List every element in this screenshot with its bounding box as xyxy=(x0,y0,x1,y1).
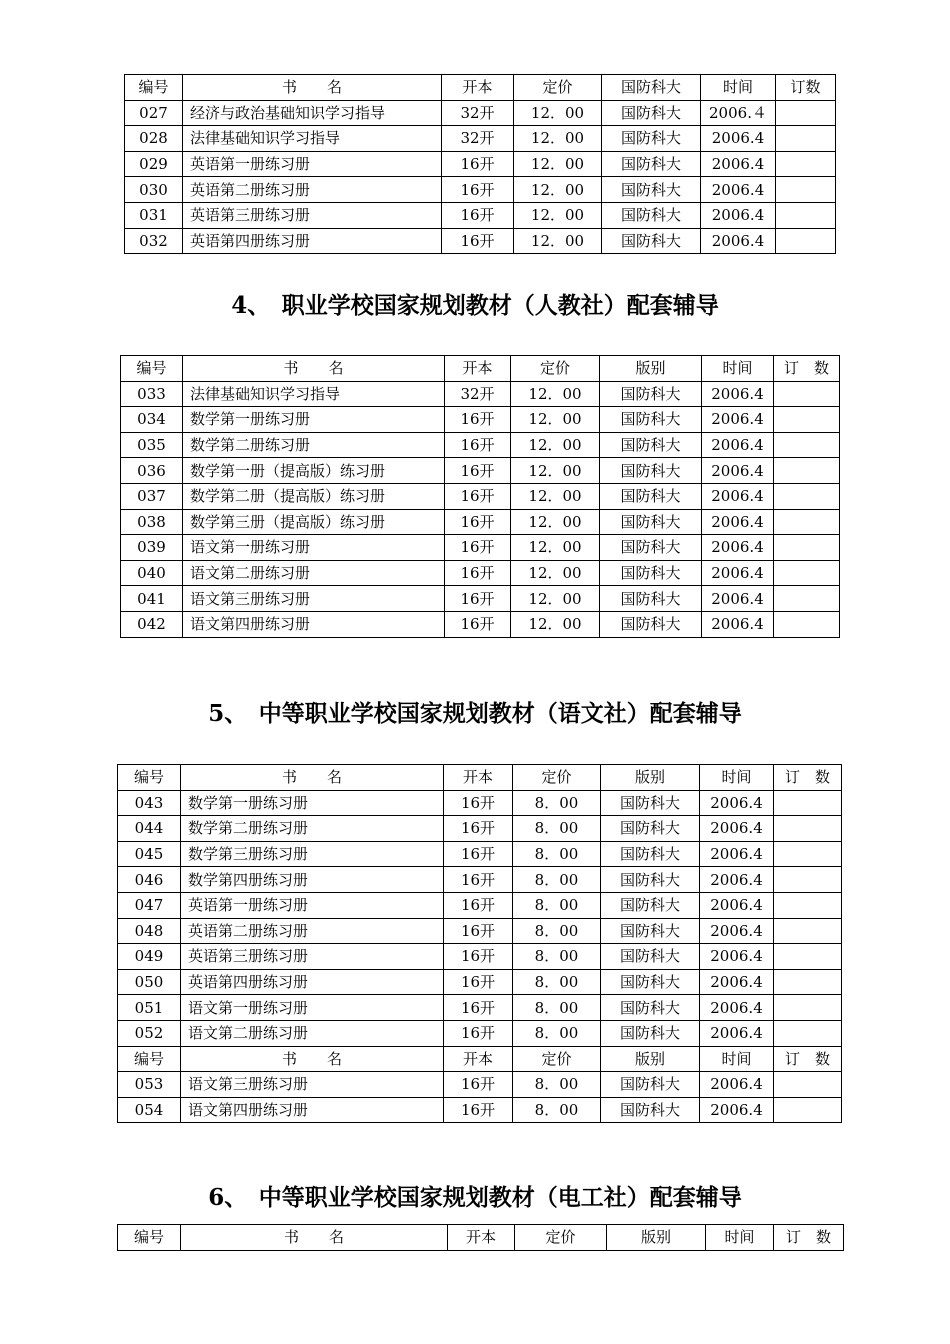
book-title: 英语第一册练习册 xyxy=(183,151,442,177)
header-cell: 版别 xyxy=(601,765,700,791)
section-title-4: 4、 职业学校国家规划教材（人教社）配套辅导 xyxy=(231,292,719,319)
book-publisher: 国防科大 xyxy=(601,790,700,816)
book-date: 2006.4 xyxy=(700,995,774,1021)
header-cell: 定价 xyxy=(513,1046,601,1072)
header-cell: 国防科大 xyxy=(602,75,701,101)
book-date: 2006.4 xyxy=(700,790,774,816)
book-id: 029 xyxy=(125,151,183,177)
table-row xyxy=(121,432,840,458)
book-date: 2006.4 xyxy=(700,944,774,970)
header-cell: 时间 xyxy=(702,356,774,382)
book-price: 8．00 xyxy=(513,1097,601,1123)
book-publisher: 国防科大 xyxy=(601,995,700,1021)
order-qty[interactable] xyxy=(774,381,840,407)
book-date: 2006.4 xyxy=(700,816,774,842)
order-qty[interactable] xyxy=(774,509,840,535)
book-id: 031 xyxy=(125,202,183,228)
book-date: 2006.4 xyxy=(701,177,776,203)
table-row xyxy=(121,458,840,484)
book-id: 035 xyxy=(121,432,183,458)
table-row xyxy=(118,918,842,944)
order-qty[interactable] xyxy=(774,432,840,458)
book-format: 16开 xyxy=(442,202,514,228)
book-format: 16开 xyxy=(444,892,513,918)
book-title: 数学第二册（提高版）练习册 xyxy=(183,483,445,509)
book-publisher: 国防科大 xyxy=(600,560,702,586)
header-cell: 书 名 xyxy=(181,1225,448,1251)
order-qty[interactable] xyxy=(774,407,840,433)
header-cell: 编号 xyxy=(125,75,183,101)
book-price: 12．00 xyxy=(514,151,602,177)
book-id: 049 xyxy=(118,944,181,970)
table-row xyxy=(118,867,842,893)
book-date: 2006.4 xyxy=(700,841,774,867)
book-format: 16开 xyxy=(445,586,511,612)
book-date: 2006.4 xyxy=(700,1072,774,1098)
book-price: 8．00 xyxy=(513,790,601,816)
book-date: 2006.４ xyxy=(701,100,776,126)
order-qty[interactable] xyxy=(776,100,836,126)
book-publisher: 国防科大 xyxy=(600,509,702,535)
table-row xyxy=(125,228,836,254)
header-cell: 开本 xyxy=(444,1046,513,1072)
book-format: 16开 xyxy=(444,969,513,995)
book-id: 027 xyxy=(125,100,183,126)
book-price: 12．00 xyxy=(511,458,600,484)
book-title: 数学第三册练习册 xyxy=(181,841,444,867)
book-publisher: 国防科大 xyxy=(601,841,700,867)
book-title: 数学第三册（提高版）练习册 xyxy=(183,509,445,535)
table-row xyxy=(118,1097,842,1123)
book-title: 英语第三册练习册 xyxy=(181,944,444,970)
book-id: 037 xyxy=(121,483,183,509)
book-date: 2006.4 xyxy=(702,586,774,612)
book-date: 2006.4 xyxy=(701,151,776,177)
table-header-row xyxy=(125,75,836,101)
book-price: 8．00 xyxy=(513,969,601,995)
table-header-row xyxy=(118,765,842,791)
order-qty[interactable] xyxy=(776,228,836,254)
book-format: 16开 xyxy=(445,611,511,637)
book-id: 045 xyxy=(118,841,181,867)
book-title: 法律基础知识学习指导 xyxy=(183,126,442,152)
order-qty[interactable] xyxy=(776,126,836,152)
book-title: 语文第三册练习册 xyxy=(183,586,445,612)
order-qty[interactable] xyxy=(774,586,840,612)
book-price: 8．00 xyxy=(513,944,601,970)
book-publisher: 国防科大 xyxy=(600,586,702,612)
book-date: 2006.4 xyxy=(700,892,774,918)
table-row xyxy=(121,611,840,637)
book-publisher: 国防科大 xyxy=(602,228,701,254)
header-cell: 时间 xyxy=(701,75,776,101)
header-cell: 定价 xyxy=(515,1225,607,1251)
header-cell: 开本 xyxy=(442,75,514,101)
header-cell: 时间 xyxy=(700,765,774,791)
header-cell: 版别 xyxy=(601,1046,700,1072)
book-publisher: 国防科大 xyxy=(602,126,701,152)
book-date: 2006.4 xyxy=(701,228,776,254)
book-id: 054 xyxy=(118,1097,181,1123)
book-date: 2006.4 xyxy=(702,407,774,433)
table-row xyxy=(118,944,842,970)
book-publisher: 国防科大 xyxy=(602,100,701,126)
book-format: 32开 xyxy=(445,381,511,407)
table-row xyxy=(121,535,840,561)
book-price: 12．00 xyxy=(514,100,602,126)
header-cell: 版别 xyxy=(607,1225,706,1251)
table-row xyxy=(118,1020,842,1046)
book-format: 16开 xyxy=(444,816,513,842)
book-id: 053 xyxy=(118,1072,181,1098)
book-id: 044 xyxy=(118,816,181,842)
book-title: 英语第二册练习册 xyxy=(183,177,442,203)
book-price: 12．00 xyxy=(511,509,600,535)
header-cell: 编号 xyxy=(121,356,183,382)
table-row xyxy=(121,381,840,407)
book-price: 12．00 xyxy=(514,126,602,152)
book-title: 语文第二册练习册 xyxy=(183,560,445,586)
table-row xyxy=(118,1072,842,1098)
book-table-continued xyxy=(124,74,836,254)
book-format: 16开 xyxy=(445,483,511,509)
book-date: 2006.4 xyxy=(701,202,776,228)
book-title: 英语第一册练习册 xyxy=(181,892,444,918)
book-id: 043 xyxy=(118,790,181,816)
book-title: 语文第一册练习册 xyxy=(183,535,445,561)
order-qty[interactable] xyxy=(774,1072,842,1098)
header-cell: 书 名 xyxy=(181,1046,444,1072)
order-qty[interactable] xyxy=(774,892,842,918)
book-title: 数学第二册练习册 xyxy=(183,432,445,458)
header-cell: 编号 xyxy=(118,1225,181,1251)
book-format: 16开 xyxy=(444,1020,513,1046)
book-publisher: 国防科大 xyxy=(601,816,700,842)
book-id: 048 xyxy=(118,918,181,944)
table-row xyxy=(125,126,836,152)
book-price: 8．00 xyxy=(513,995,601,1021)
book-format: 16开 xyxy=(444,841,513,867)
header-cell: 开本 xyxy=(444,765,513,791)
header-cell: 订数 xyxy=(776,75,836,101)
table-row xyxy=(118,790,842,816)
book-price: 8．00 xyxy=(513,816,601,842)
book-format: 16开 xyxy=(445,509,511,535)
book-date: 2006.4 xyxy=(702,535,774,561)
table-row xyxy=(118,892,842,918)
book-publisher: 国防科大 xyxy=(602,151,701,177)
book-format: 16开 xyxy=(444,944,513,970)
order-qty[interactable] xyxy=(774,483,840,509)
book-format: 16开 xyxy=(442,151,514,177)
book-date: 2006.4 xyxy=(700,1097,774,1123)
table-row xyxy=(118,969,842,995)
book-title: 数学第四册练习册 xyxy=(181,867,444,893)
book-date: 2006.4 xyxy=(702,509,774,535)
header-cell: 订 数 xyxy=(774,356,840,382)
book-date: 2006.4 xyxy=(701,126,776,152)
book-format: 16开 xyxy=(445,560,511,586)
order-qty[interactable] xyxy=(776,202,836,228)
table-row xyxy=(118,816,842,842)
order-qty[interactable] xyxy=(774,1020,842,1046)
header-cell: 订 数 xyxy=(774,1225,844,1251)
order-qty[interactable] xyxy=(776,151,836,177)
book-price: 12．00 xyxy=(514,202,602,228)
book-title: 数学第一册练习册 xyxy=(183,407,445,433)
table-row xyxy=(125,202,836,228)
book-id: 047 xyxy=(118,892,181,918)
book-price: 12．00 xyxy=(511,381,600,407)
order-qty[interactable] xyxy=(774,944,842,970)
book-format: 32开 xyxy=(442,100,514,126)
book-format: 16开 xyxy=(444,1072,513,1098)
book-publisher: 国防科大 xyxy=(601,969,700,995)
book-publisher: 国防科大 xyxy=(600,432,702,458)
header-cell: 编号 xyxy=(118,1046,181,1072)
book-id: 039 xyxy=(121,535,183,561)
book-format: 16开 xyxy=(444,918,513,944)
table-row xyxy=(125,177,836,203)
book-publisher: 国防科大 xyxy=(600,407,702,433)
book-title: 英语第二册练习册 xyxy=(181,918,444,944)
table-row xyxy=(125,100,836,126)
book-id: 051 xyxy=(118,995,181,1021)
book-title: 语文第二册练习册 xyxy=(181,1020,444,1046)
order-qty[interactable] xyxy=(774,458,840,484)
book-title: 英语第四册练习册 xyxy=(183,228,442,254)
order-qty[interactable] xyxy=(774,867,842,893)
book-date: 2006.4 xyxy=(702,611,774,637)
book-format: 32开 xyxy=(442,126,514,152)
book-id: 046 xyxy=(118,867,181,893)
table-row xyxy=(121,509,840,535)
header-cell: 编号 xyxy=(118,765,181,791)
order-qty[interactable] xyxy=(774,560,840,586)
table-header-row xyxy=(121,356,840,382)
book-id: 036 xyxy=(121,458,183,484)
header-cell: 书 名 xyxy=(183,356,445,382)
section-title-6: 6、 中等职业学校国家规划教材（电工社）配套辅导 xyxy=(208,1184,742,1211)
book-date: 2006.4 xyxy=(702,560,774,586)
book-price: 12．00 xyxy=(511,535,600,561)
table-header-row xyxy=(118,1225,844,1251)
book-price: 8．00 xyxy=(513,918,601,944)
book-price: 8．00 xyxy=(513,1072,601,1098)
book-publisher: 国防科大 xyxy=(601,1072,700,1098)
book-date: 2006.4 xyxy=(700,918,774,944)
book-price: 12．00 xyxy=(511,432,600,458)
book-title: 语文第三册练习册 xyxy=(181,1072,444,1098)
header-cell: 书 名 xyxy=(181,765,444,791)
table-row xyxy=(121,483,840,509)
book-price: 12．00 xyxy=(511,407,600,433)
book-publisher: 国防科大 xyxy=(601,1097,700,1123)
book-id: 033 xyxy=(121,381,183,407)
book-date: 2006.4 xyxy=(700,1020,774,1046)
book-price: 8．00 xyxy=(513,841,601,867)
order-qty[interactable] xyxy=(774,816,842,842)
book-format: 16开 xyxy=(444,995,513,1021)
table-row xyxy=(125,151,836,177)
book-price: 8．00 xyxy=(513,892,601,918)
book-title: 法律基础知识学习指导 xyxy=(183,381,445,407)
order-qty[interactable] xyxy=(776,177,836,203)
book-date: 2006.4 xyxy=(702,432,774,458)
order-qty[interactable] xyxy=(774,535,840,561)
table-row xyxy=(121,586,840,612)
table-row xyxy=(121,560,840,586)
header-cell: 开本 xyxy=(448,1225,515,1251)
section-title-5: 5、 中等职业学校国家规划教材（语文社）配套辅导 xyxy=(208,700,742,727)
book-publisher: 国防科大 xyxy=(600,381,702,407)
book-publisher: 国防科大 xyxy=(600,535,702,561)
book-date: 2006.4 xyxy=(700,969,774,995)
order-qty[interactable] xyxy=(774,969,842,995)
book-publisher: 国防科大 xyxy=(600,483,702,509)
order-qty[interactable] xyxy=(774,995,842,1021)
table-row xyxy=(118,995,842,1021)
book-format: 16开 xyxy=(442,177,514,203)
book-id: 032 xyxy=(125,228,183,254)
book-publisher: 国防科大 xyxy=(601,944,700,970)
book-id: 038 xyxy=(121,509,183,535)
book-id: 050 xyxy=(118,969,181,995)
book-id: 040 xyxy=(121,560,183,586)
book-format: 16开 xyxy=(444,1097,513,1123)
book-format: 16开 xyxy=(445,432,511,458)
header-cell: 时间 xyxy=(706,1225,774,1251)
book-publisher: 国防科大 xyxy=(602,177,701,203)
book-date: 2006.4 xyxy=(702,458,774,484)
header-cell: 定价 xyxy=(511,356,600,382)
header-cell: 开本 xyxy=(445,356,511,382)
book-date: 2006.4 xyxy=(702,483,774,509)
book-title: 数学第一册练习册 xyxy=(181,790,444,816)
book-price: 12．00 xyxy=(514,228,602,254)
book-title: 英语第四册练习册 xyxy=(181,969,444,995)
table-row xyxy=(121,407,840,433)
book-publisher: 国防科大 xyxy=(601,892,700,918)
book-price: 8．00 xyxy=(513,1020,601,1046)
order-qty[interactable] xyxy=(774,611,840,637)
book-format: 16开 xyxy=(442,228,514,254)
book-title: 数学第二册练习册 xyxy=(181,816,444,842)
table-row xyxy=(118,841,842,867)
book-format: 16开 xyxy=(444,790,513,816)
header-cell: 定价 xyxy=(513,765,601,791)
order-qty[interactable] xyxy=(774,790,842,816)
book-publisher: 国防科大 xyxy=(600,611,702,637)
book-title: 经济与政治基础知识学习指导 xyxy=(183,100,442,126)
header-cell: 时间 xyxy=(700,1046,774,1072)
book-title: 数学第一册（提高版）练习册 xyxy=(183,458,445,484)
book-price: 12．00 xyxy=(511,560,600,586)
book-publisher: 国防科大 xyxy=(601,867,700,893)
book-format: 16开 xyxy=(445,458,511,484)
book-id: 042 xyxy=(121,611,183,637)
book-id: 030 xyxy=(125,177,183,203)
book-price: 12．00 xyxy=(511,483,600,509)
book-format: 16开 xyxy=(445,407,511,433)
order-qty[interactable] xyxy=(774,841,842,867)
header-cell: 书 名 xyxy=(183,75,442,101)
book-title: 英语第三册练习册 xyxy=(183,202,442,228)
book-price: 8．00 xyxy=(513,867,601,893)
book-date: 2006.4 xyxy=(700,867,774,893)
book-price: 12．00 xyxy=(511,611,600,637)
book-date: 2006.4 xyxy=(702,381,774,407)
order-qty[interactable] xyxy=(774,918,842,944)
book-title: 语文第四册练习册 xyxy=(181,1097,444,1123)
table-header-row-repeat xyxy=(118,1046,842,1072)
book-id: 052 xyxy=(118,1020,181,1046)
book-price: 12．00 xyxy=(514,177,602,203)
header-cell: 版别 xyxy=(600,356,702,382)
book-price: 12．00 xyxy=(511,586,600,612)
book-publisher: 国防科大 xyxy=(601,918,700,944)
header-cell: 定价 xyxy=(514,75,602,101)
header-cell: 订 数 xyxy=(774,1046,842,1072)
order-qty[interactable] xyxy=(774,1097,842,1123)
book-id: 041 xyxy=(121,586,183,612)
header-cell: 订 数 xyxy=(774,765,842,791)
book-format: 16开 xyxy=(444,867,513,893)
book-table-section-4 xyxy=(120,355,840,638)
book-publisher: 国防科大 xyxy=(601,1020,700,1046)
book-id: 034 xyxy=(121,407,183,433)
book-id: 028 xyxy=(125,126,183,152)
book-table-section-6 xyxy=(117,1224,844,1251)
book-publisher: 国防科大 xyxy=(600,458,702,484)
book-format: 16开 xyxy=(445,535,511,561)
book-publisher: 国防科大 xyxy=(602,202,701,228)
book-title: 语文第四册练习册 xyxy=(183,611,445,637)
book-title: 语文第一册练习册 xyxy=(181,995,444,1021)
book-table-section-5 xyxy=(117,764,842,1123)
